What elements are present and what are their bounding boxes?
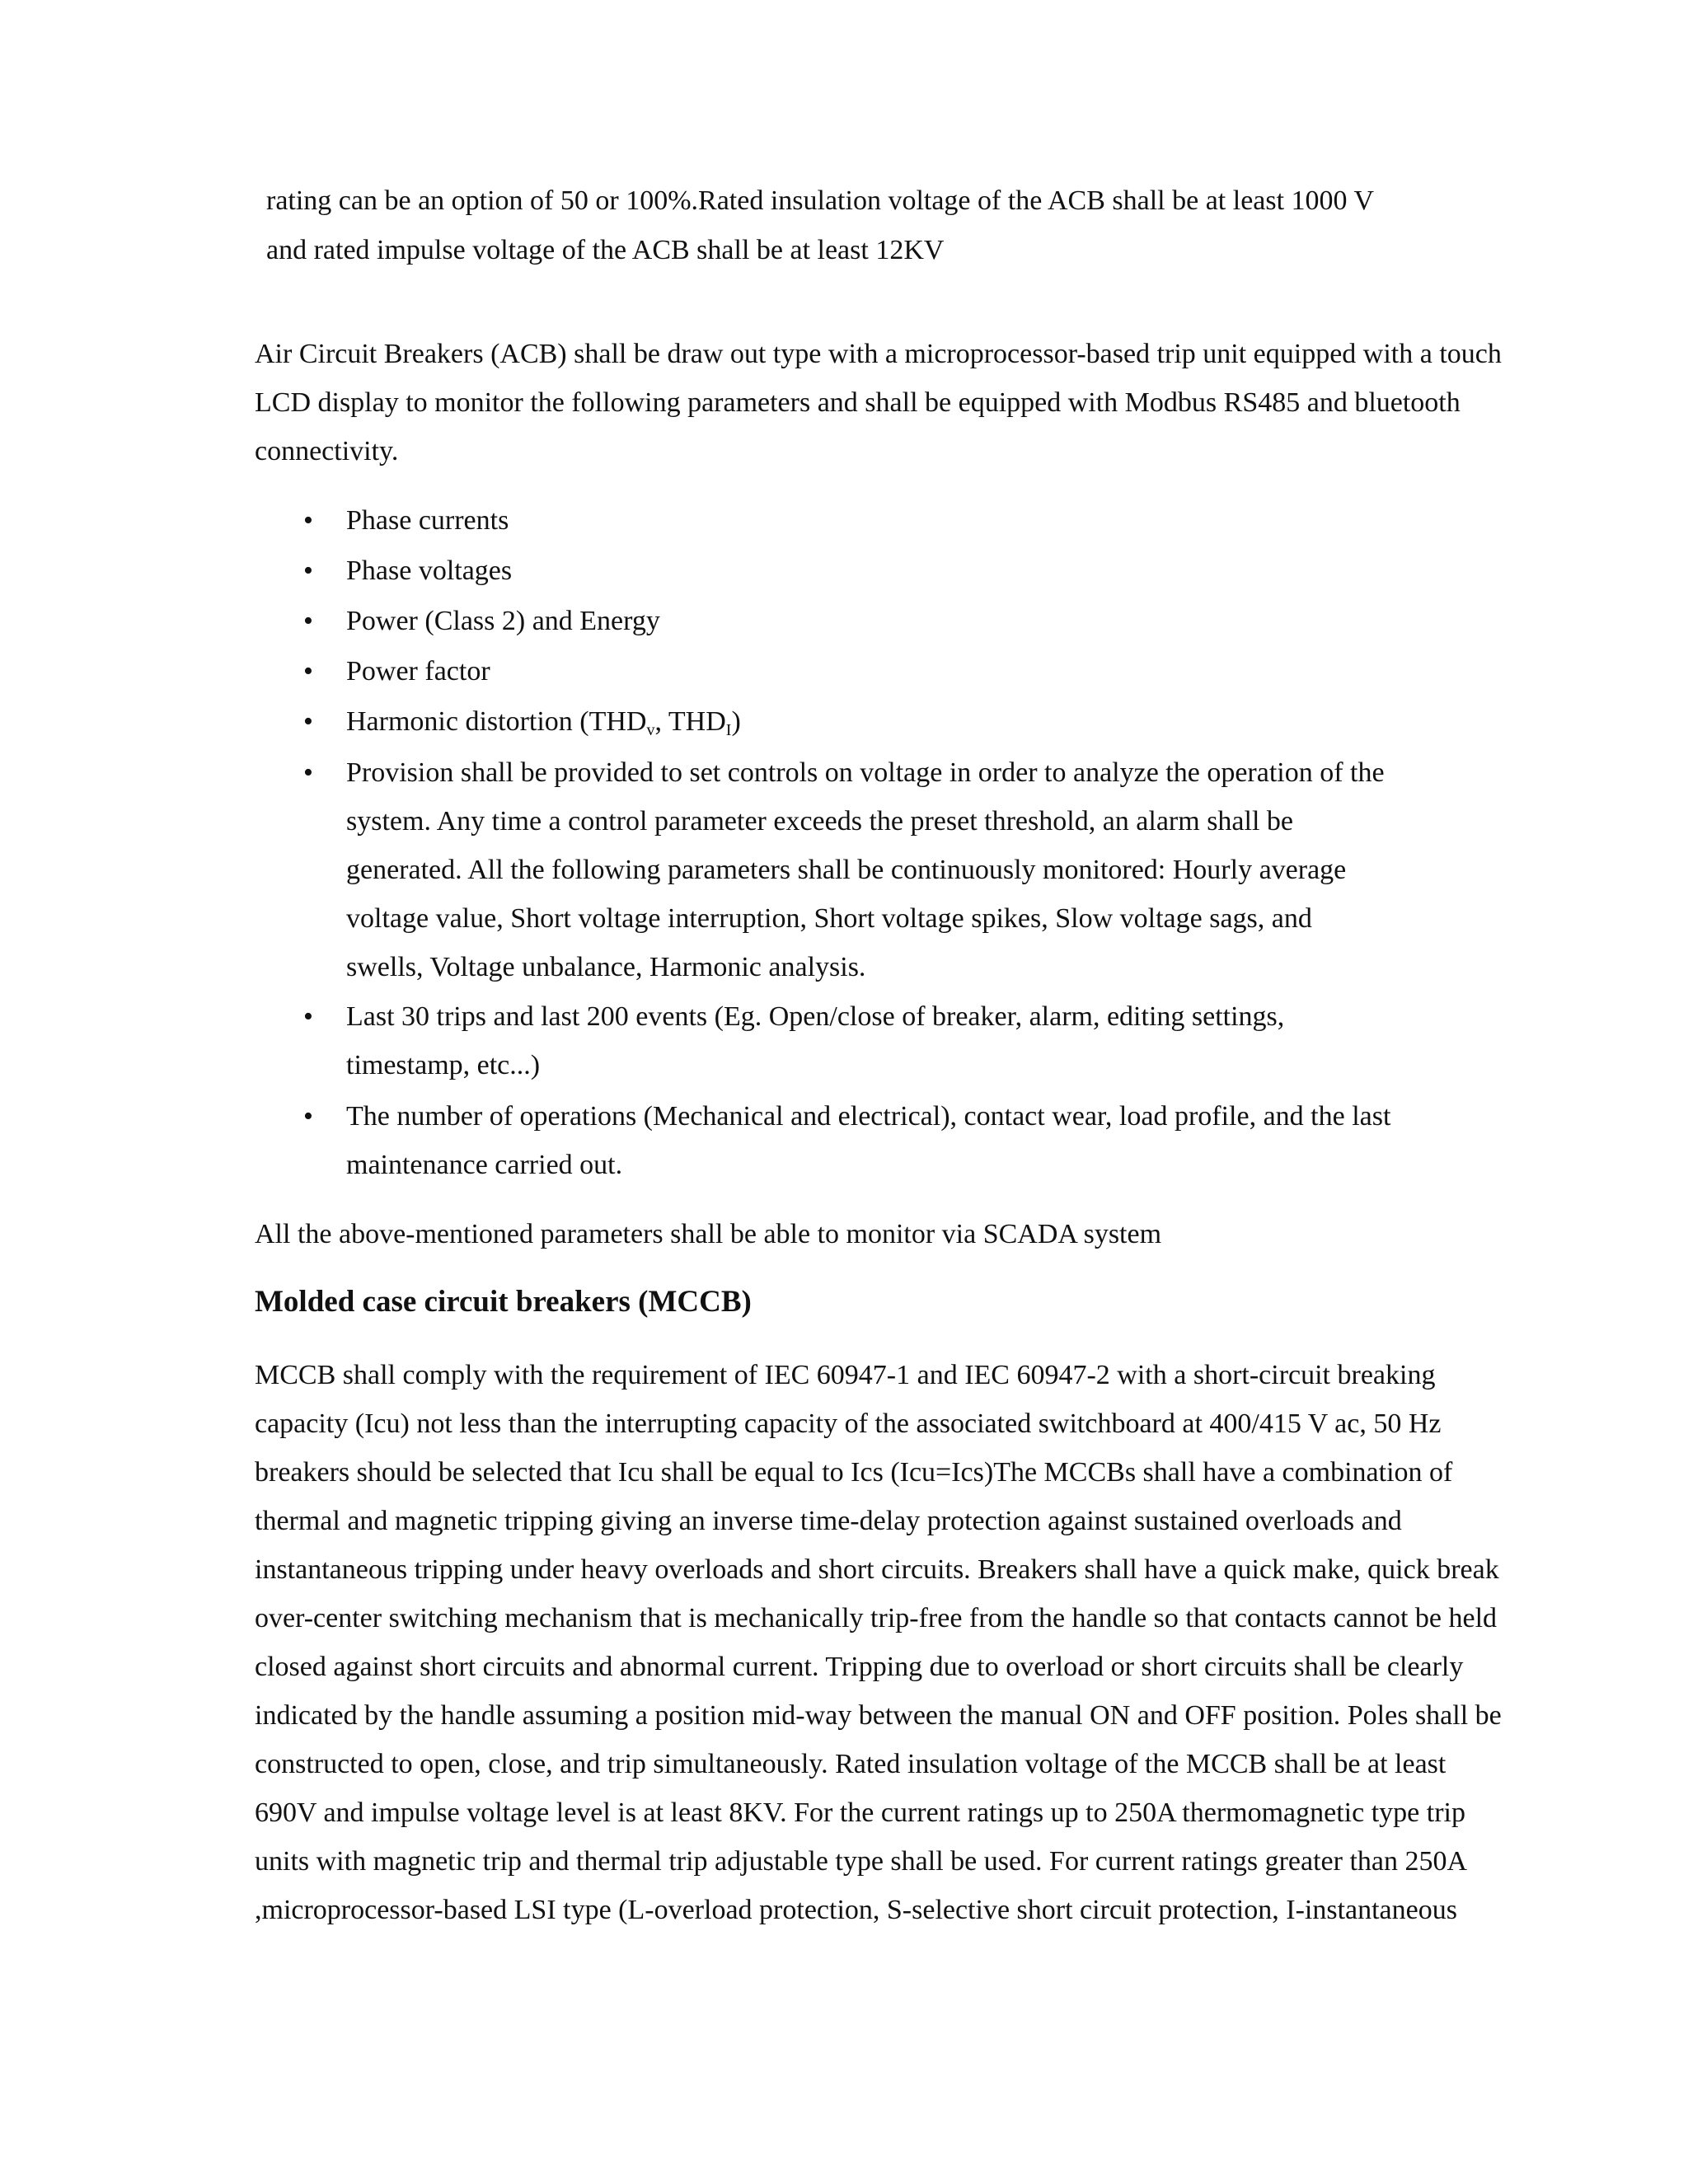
bullet-operations-line-2: maintenance carried out.: [346, 1150, 623, 1180]
intro-line-1: rating can be an option of 50 or 100%.Rated insulation voltage of the ACB shall be at least 1000 V: [266, 185, 1374, 216]
mccb-paragraph-line-7: closed against short circuits and abnormal current. Tripping due to overload or short circuits shall be clearly: [255, 1652, 1464, 1682]
bullet-provision-line-2: system. Any time a control parameter exceeds the preset threshold, an alarm shall be: [346, 806, 1293, 837]
bullet-provision-line-1: Provision shall be provided to set controls on voltage in order to analyze the operation of the: [346, 757, 1385, 788]
bullet-symbol: •: [303, 505, 313, 536]
mccb-paragraph-line-10: 690V and impulse voltage level is at least 8KV. For the current ratings up to 250A thermomagnetic type trip: [255, 1797, 1465, 1828]
harmonic-sub-v: v: [646, 721, 655, 739]
mccb-heading: Molded case circuit breakers (MCCB): [255, 1285, 752, 1319]
bullet-harmonic-distortion: [346, 705, 741, 738]
mccb-paragraph-line-1: MCCB shall comply with the requirement of IEC 60947-1 and IEC 60947-2 with a short-circuit breaking: [255, 1360, 1436, 1390]
harmonic-suffix: ): [731, 706, 741, 737]
bullet-operations-line-1: The number of operations (Mechanical and electrical), contact wear, load profile, and the last: [346, 1101, 1391, 1132]
bullet-provision-line-3: generated. All the following parameters shall be continuously monitored: Hourly average: [346, 855, 1347, 885]
bullet-symbol: •: [303, 1101, 313, 1132]
mccb-paragraph-line-2: capacity (Icu) not less than the interrupting capacity of the associated switchboard at 400/415 V ac, 50 Hz: [255, 1408, 1442, 1439]
bullet-trips-line-1: Last 30 trips and last 200 events (Eg. Open/close of breaker, alarm, editing settings,: [346, 1001, 1285, 1032]
mccb-paragraph-line-6: over-center switching mechanism that is mechanically trip-free from the handle so that contacts cannot be held: [255, 1603, 1498, 1633]
acb-paragraph-line-3: connectivity.: [255, 436, 399, 466]
bullet-symbol: •: [303, 555, 313, 586]
bullet-power-factor: Power factor: [346, 656, 490, 687]
mccb-paragraph-line-12: ,microprocessor-based LSI type (L-overload protection, S-selective short circuit protection, I-instantaneous: [255, 1895, 1457, 1925]
intro-line-2: and rated impulse voltage of the ACB shall be at least 12KV: [266, 235, 945, 265]
bullet-symbol: •: [303, 757, 313, 788]
bullet-symbol: •: [303, 706, 313, 737]
bullet-power-energy: Power (Class 2) and Energy: [346, 606, 660, 636]
mccb-paragraph-line-4: thermal and magnetic tripping giving an inverse time-delay protection against sustained overloads and: [255, 1506, 1402, 1536]
harmonic-mid: , THD: [654, 706, 726, 737]
mccb-paragraph-line-11: units with magnetic trip and thermal trip adjustable type shall be used. For current ratings greater than 250A: [255, 1846, 1468, 1877]
mccb-paragraph-line-8: indicated by the handle assuming a position mid-way between the manual ON and OFF position. Poles shall be: [255, 1700, 1502, 1731]
harmonic-sub-i: I: [725, 721, 732, 739]
bullet-symbol: •: [303, 1001, 313, 1032]
mccb-paragraph-line-9: constructed to open, close, and trip simultaneously. Rated insulation voltage of the MCCB shall be at least: [255, 1749, 1447, 1779]
bullet-provision-line-5: swells, Voltage unbalance, Harmonic analysis.: [346, 952, 866, 982]
bullet-phase-voltages: Phase voltages: [346, 555, 513, 586]
mccb-paragraph-line-3: breakers should be selected that Icu shall be equal to Ics (Icu=Ics)The MCCBs shall have a combination of: [255, 1457, 1453, 1488]
bullet-symbol: •: [303, 606, 313, 636]
bullet-symbol: •: [303, 656, 313, 687]
acb-paragraph-line-2: LCD display to monitor the following parameters and shall be equipped with Modbus RS485 and bluetooth: [255, 387, 1461, 418]
bullet-trips-line-2: timestamp, etc...): [346, 1050, 541, 1080]
bullet-phase-currents: Phase currents: [346, 505, 509, 536]
harmonic-prefix: Harmonic distortion (THD: [346, 706, 647, 737]
bullet-provision-line-4: voltage value, Short voltage interruption, Short voltage spikes, Slow voltage sags, and: [346, 903, 1312, 934]
mccb-paragraph-line-5: instantaneous tripping under heavy overloads and short circuits. Breakers shall have a quick make, quick break: [255, 1554, 1499, 1585]
scada-line: All the above-mentioned parameters shall be able to monitor via SCADA system: [255, 1219, 1162, 1249]
acb-paragraph-line-1: Air Circuit Breakers (ACB) shall be draw out type with a microprocessor-based trip unit equipped with a touch: [255, 339, 1502, 369]
